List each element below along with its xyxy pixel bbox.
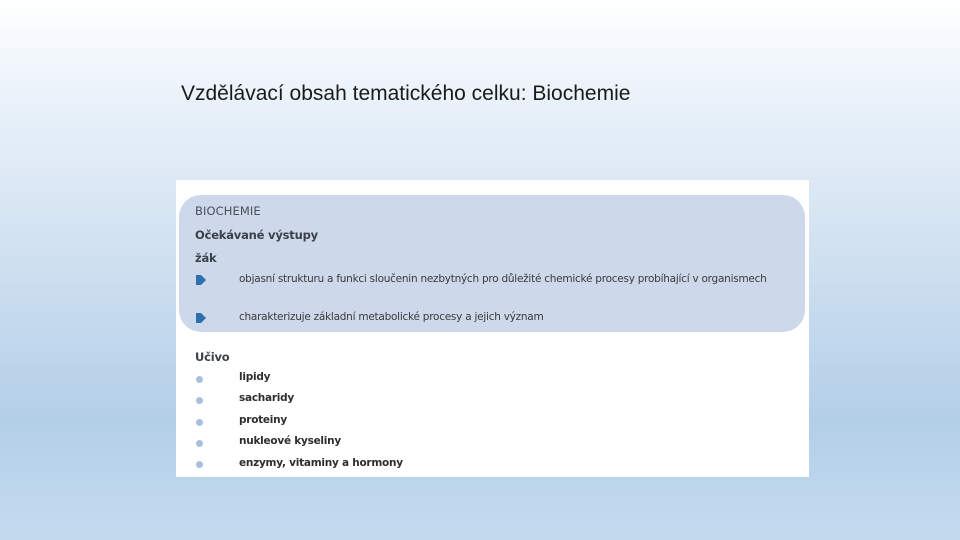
content-item: proteiny (239, 414, 287, 426)
content-item: sacharidy (239, 392, 295, 404)
curriculum-excerpt (176, 180, 809, 477)
dot-bullet-icon (196, 376, 203, 383)
outcome-item: charakterizuje základní metabolické procesy a jejich význam (239, 311, 544, 323)
content-item: enzymy, vitaminy a hormony (239, 457, 403, 469)
content-item: lipidy (239, 371, 271, 383)
outcome-item: objasní strukturu a funkci sloučenin nezbytných pro důležité chemické procesy probíhající v organismech (239, 273, 767, 285)
area-title: BIOCHEMIE (195, 204, 261, 218)
outcomes-heading: Očekávané výstupy (195, 228, 318, 242)
dot-bullet-icon (196, 461, 203, 468)
content-item: nukleové kyseliny (239, 435, 341, 447)
arrow-bullet-icon (196, 275, 206, 285)
dot-bullet-icon (196, 419, 203, 426)
content-heading: Učivo (195, 350, 230, 364)
dot-bullet-icon (196, 397, 203, 404)
dot-bullet-icon (196, 440, 203, 447)
slide-title: Vzdělávací obsah tematického celku: Biochemie (181, 82, 631, 105)
arrow-bullet-icon (196, 313, 206, 323)
subject-label: žák (195, 251, 217, 265)
